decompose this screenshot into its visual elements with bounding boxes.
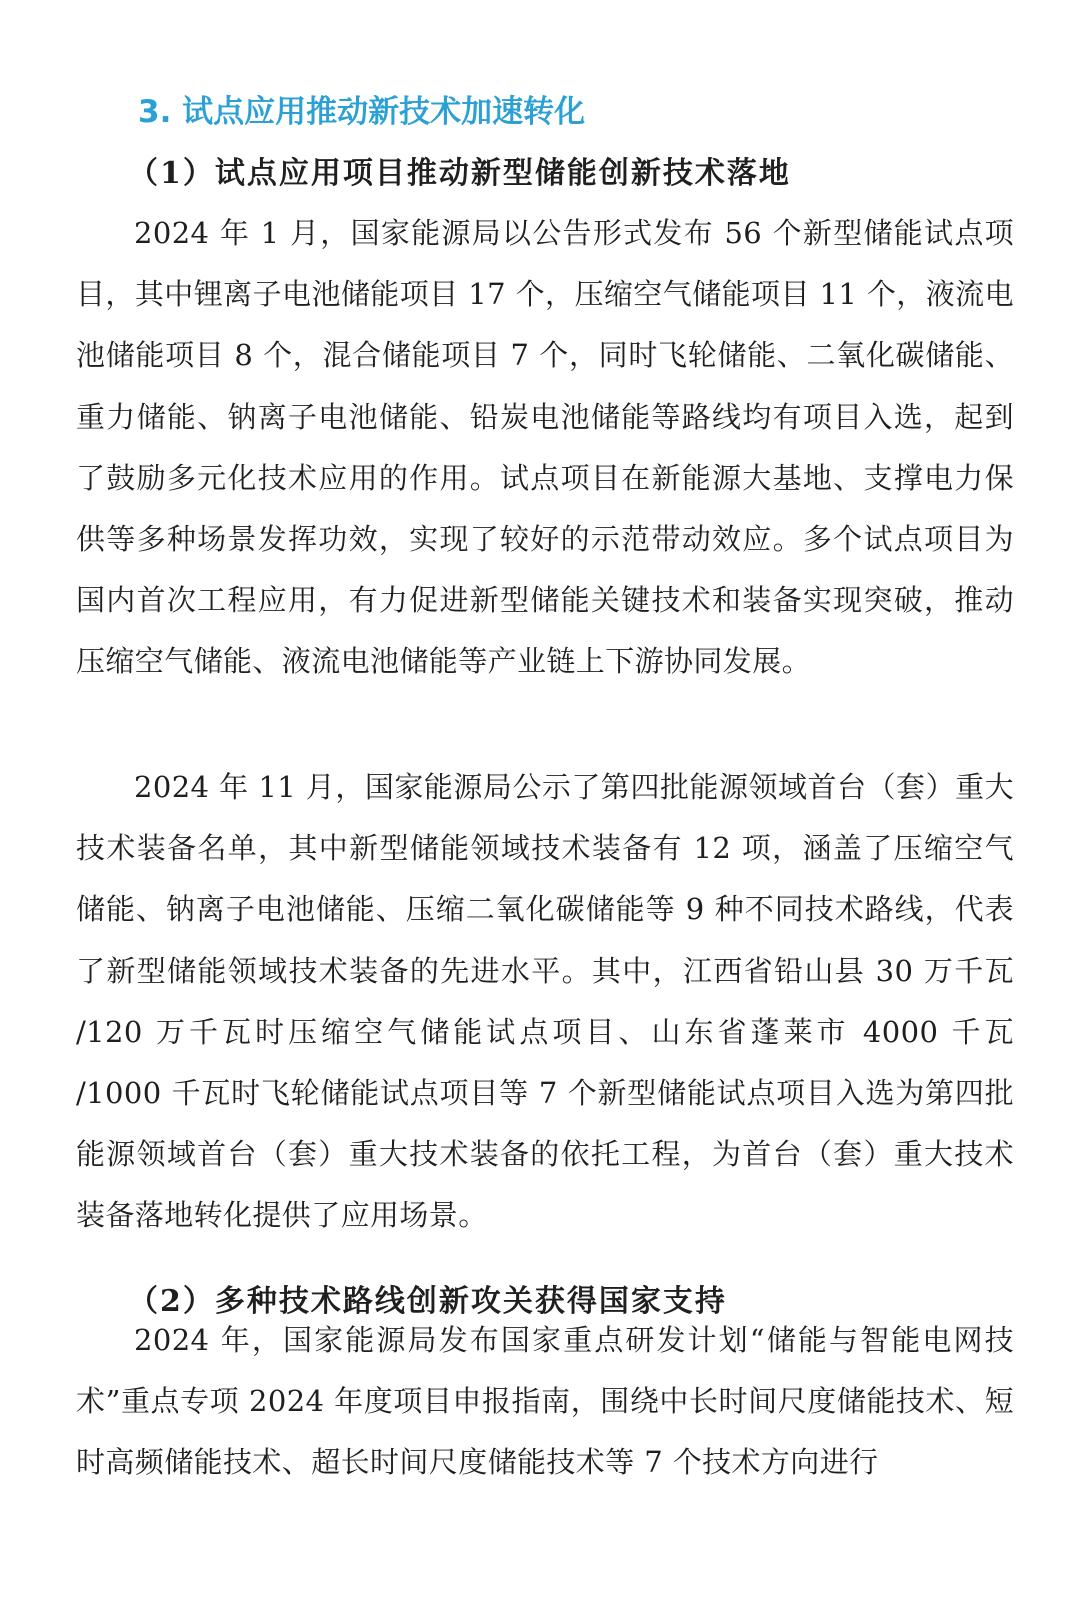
section-title: 3. 试点应用推动新技术加速转化 [138, 94, 586, 130]
paragraph-pilot-projects: 2024 年 1 月，国家能源局以公告形式发布 56 个新型储能试点项目，其中锂离子电池储能项目 17 个，压缩空气储能项目 11 个，液流电池储能项目 8 个，混合储能项目 7 个，同时飞轮储能、二氧化碳储能、重力储能、钠离子电池储能、铅炭电池储能等路线均有项目入选，起到了鼓励多元化技术应用的作用。试点项目在新能源大基地、支撑电力保供等多种场景发挥功效，实现了较好的示范带动效应。多个试点项目为国内首次工程应用，有力促进新型储能关键技术和装备实现突破，推动压缩空气储能、液流电池储能等产业链上下游协同发展。 [76, 216, 1014, 679]
document-page [76, 0, 1014, 1608]
subsection-heading-2: （2）多种技术路线创新攻关获得国家支持 [128, 1284, 727, 1319]
paragraph-first-set-equipment: 2024 年 11 月，国家能源局公示了第四批能源领域首台（套）重大技术装备名单，其中新型储能领域技术装备有 12 项，涵盖了压缩空气储能、钠离子电池储能、压缩二氧化碳储能等 9 种不同技术路线，代表了新型储能领域技术装备的先进水平。其中，江西省铅山县 30 万千瓦 /120 万千瓦时压缩空气储能试点项目、山东省蓬莱市 4000 千瓦 /1000 千瓦时飞轮储能试点项目等 7 个新型储能试点项目入选为第四批能源领域首台（套）重大技术装备的依托工程，为首台（套）重大技术装备落地转化提供了应用场景。 [76, 770, 1014, 1233]
subsection-heading-1: （1）试点应用项目推动新型储能创新技术落地 [128, 156, 791, 191]
paragraph-rd-program: 2024 年，国家能源局发布国家重点研发计划“储能与智能电网技术”重点专项 2024 年度项目申报指南，围绕中长时间尺度储能技术、短时高频储能技术、超长时间尺度储能技术等 7 个技术方向进行 [76, 1323, 1014, 1480]
